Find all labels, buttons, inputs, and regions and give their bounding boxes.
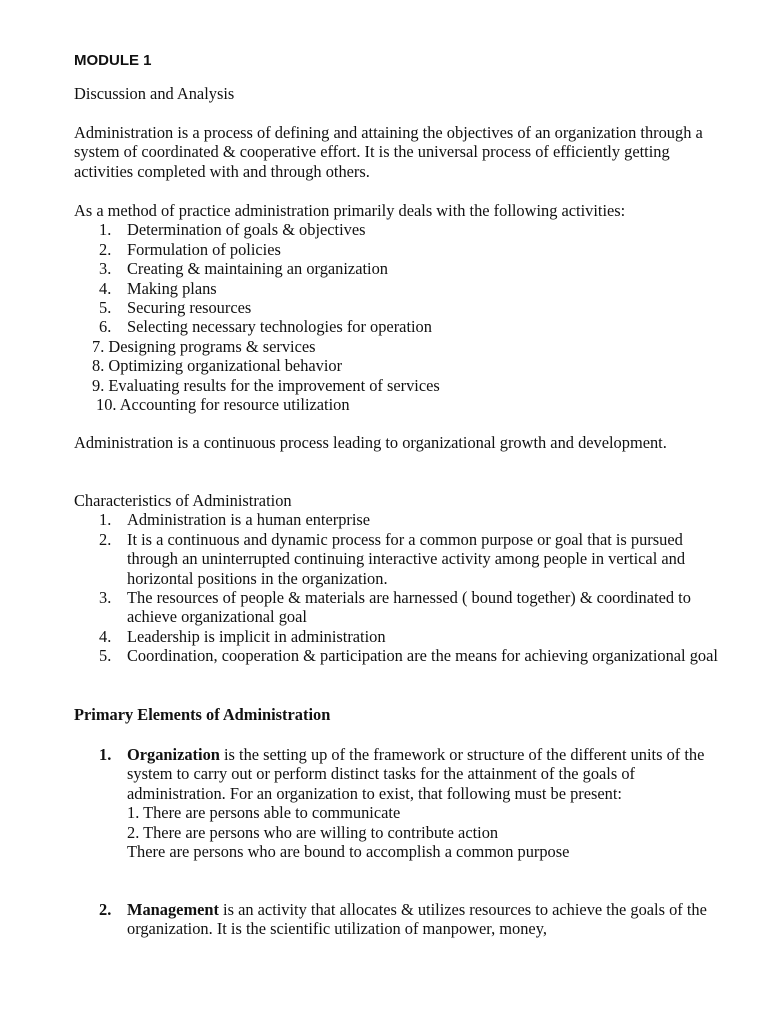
characteristics-list [74,510,724,665]
item-text: Leadership is implicit in administration [127,626,386,646]
characteristic-item [74,530,724,588]
activity-item [74,356,724,375]
activity-item [74,279,724,298]
item-text: Optimizing organizational behavior [108,356,343,376]
activity-item [74,395,724,414]
element-term: Organization [127,745,220,764]
item-text: Selecting necessary technologies for operation [127,317,432,337]
activity-item [74,376,724,395]
item-text: Administration is a human enterprise [127,510,371,530]
element-text: is the setting up of the framework or structure of the different units of the system to carry out or perform distinct tasks for the attainment of the goals of administration. For an organization to exist, that following must be present: [127,745,705,803]
activity-item [74,240,724,259]
item-text: Securing resources [127,298,252,318]
element-sub-item: 2. There are persons who are willing to contribute action [127,822,499,842]
activities-lead: As a method of practice administration primarily deals with the following activities: [74,201,626,220]
activity-item [74,220,724,239]
item-number: 1. [99,745,112,764]
activity-item [74,317,724,336]
intro-paragraph: Administration is a process of defining and attaining the objectives of an organization through a system of coordinated & cooperative effort. It is the universal process of efficiently getting activities completed with and through others. [74,123,703,181]
characteristic-item [74,627,724,646]
item-number: 4. [99,626,112,646]
activity-item [74,337,724,356]
element-organization [74,745,724,861]
item-text: Determination of goals & objectives [127,220,366,240]
item-text: Evaluating results for the improvement of services [108,375,440,395]
item-number: 5. [99,646,112,666]
item-number: 2. [99,900,112,919]
item-number: 10. [96,395,117,415]
item-number: 2. [99,239,112,259]
item-text: Coordination, cooperation & participation are the means for achieving organizational goal [127,646,718,666]
item-number: 2. [99,529,112,549]
discussion-heading: Discussion and Analysis [74,84,235,103]
characteristic-item [74,646,724,665]
element-text: is an activity that allocates & utilizes resources to achieve the goals of the organization. It is the scientific utilization of manpower, money, [127,900,707,939]
characteristic-item [74,510,724,529]
item-number: 3. [99,259,112,279]
element-sub-item: There are persons who are bound to accomplish a common purpose [127,842,570,862]
element-management [74,900,724,939]
element-sub-item: 1. There are persons able to communicate [127,803,401,823]
element-term: Management [127,900,219,919]
item-number: 7. [92,336,105,356]
characteristic-item [74,588,724,627]
characteristics-heading: Characteristics of Administration [74,491,292,510]
characteristics-section [74,491,724,666]
item-number: 1. [99,510,112,530]
primary-elements-heading: Primary Elements of Administration [74,705,331,724]
item-number: 8. [92,356,105,376]
item-text: Making plans [127,278,217,298]
continuous-paragraph: Administration is a continuous process leading to organizational growth and development. [74,433,667,452]
item-text: Accounting for resource utilization [119,395,350,415]
item-text: Designing programs & services [108,336,316,356]
element-item [74,745,724,861]
activities-list [74,220,724,414]
item-number: 4. [99,278,112,298]
item-number: 3. [99,588,112,608]
item-number: 5. [99,298,112,318]
item-text: Formulation of policies [127,239,281,259]
item-text: Creating & maintaining an organization [127,259,388,279]
item-text: The resources of people & materials are harnessed ( bound together) & coordinated to achieve organizational goal [127,588,691,627]
activities-section [74,201,724,414]
activity-item [74,259,724,278]
activity-item [74,298,724,317]
element-item [74,900,724,939]
item-number: 1. [99,220,112,240]
item-number: 6. [99,317,112,337]
item-number: 9. [92,375,105,395]
item-text: It is a continuous and dynamic process for a common purpose or goal that is pursued through an uninterrupted continuing interactive activity among people in vertical and horizontal positions in the organization. [127,529,686,588]
module-title: MODULE 1 [74,52,152,69]
